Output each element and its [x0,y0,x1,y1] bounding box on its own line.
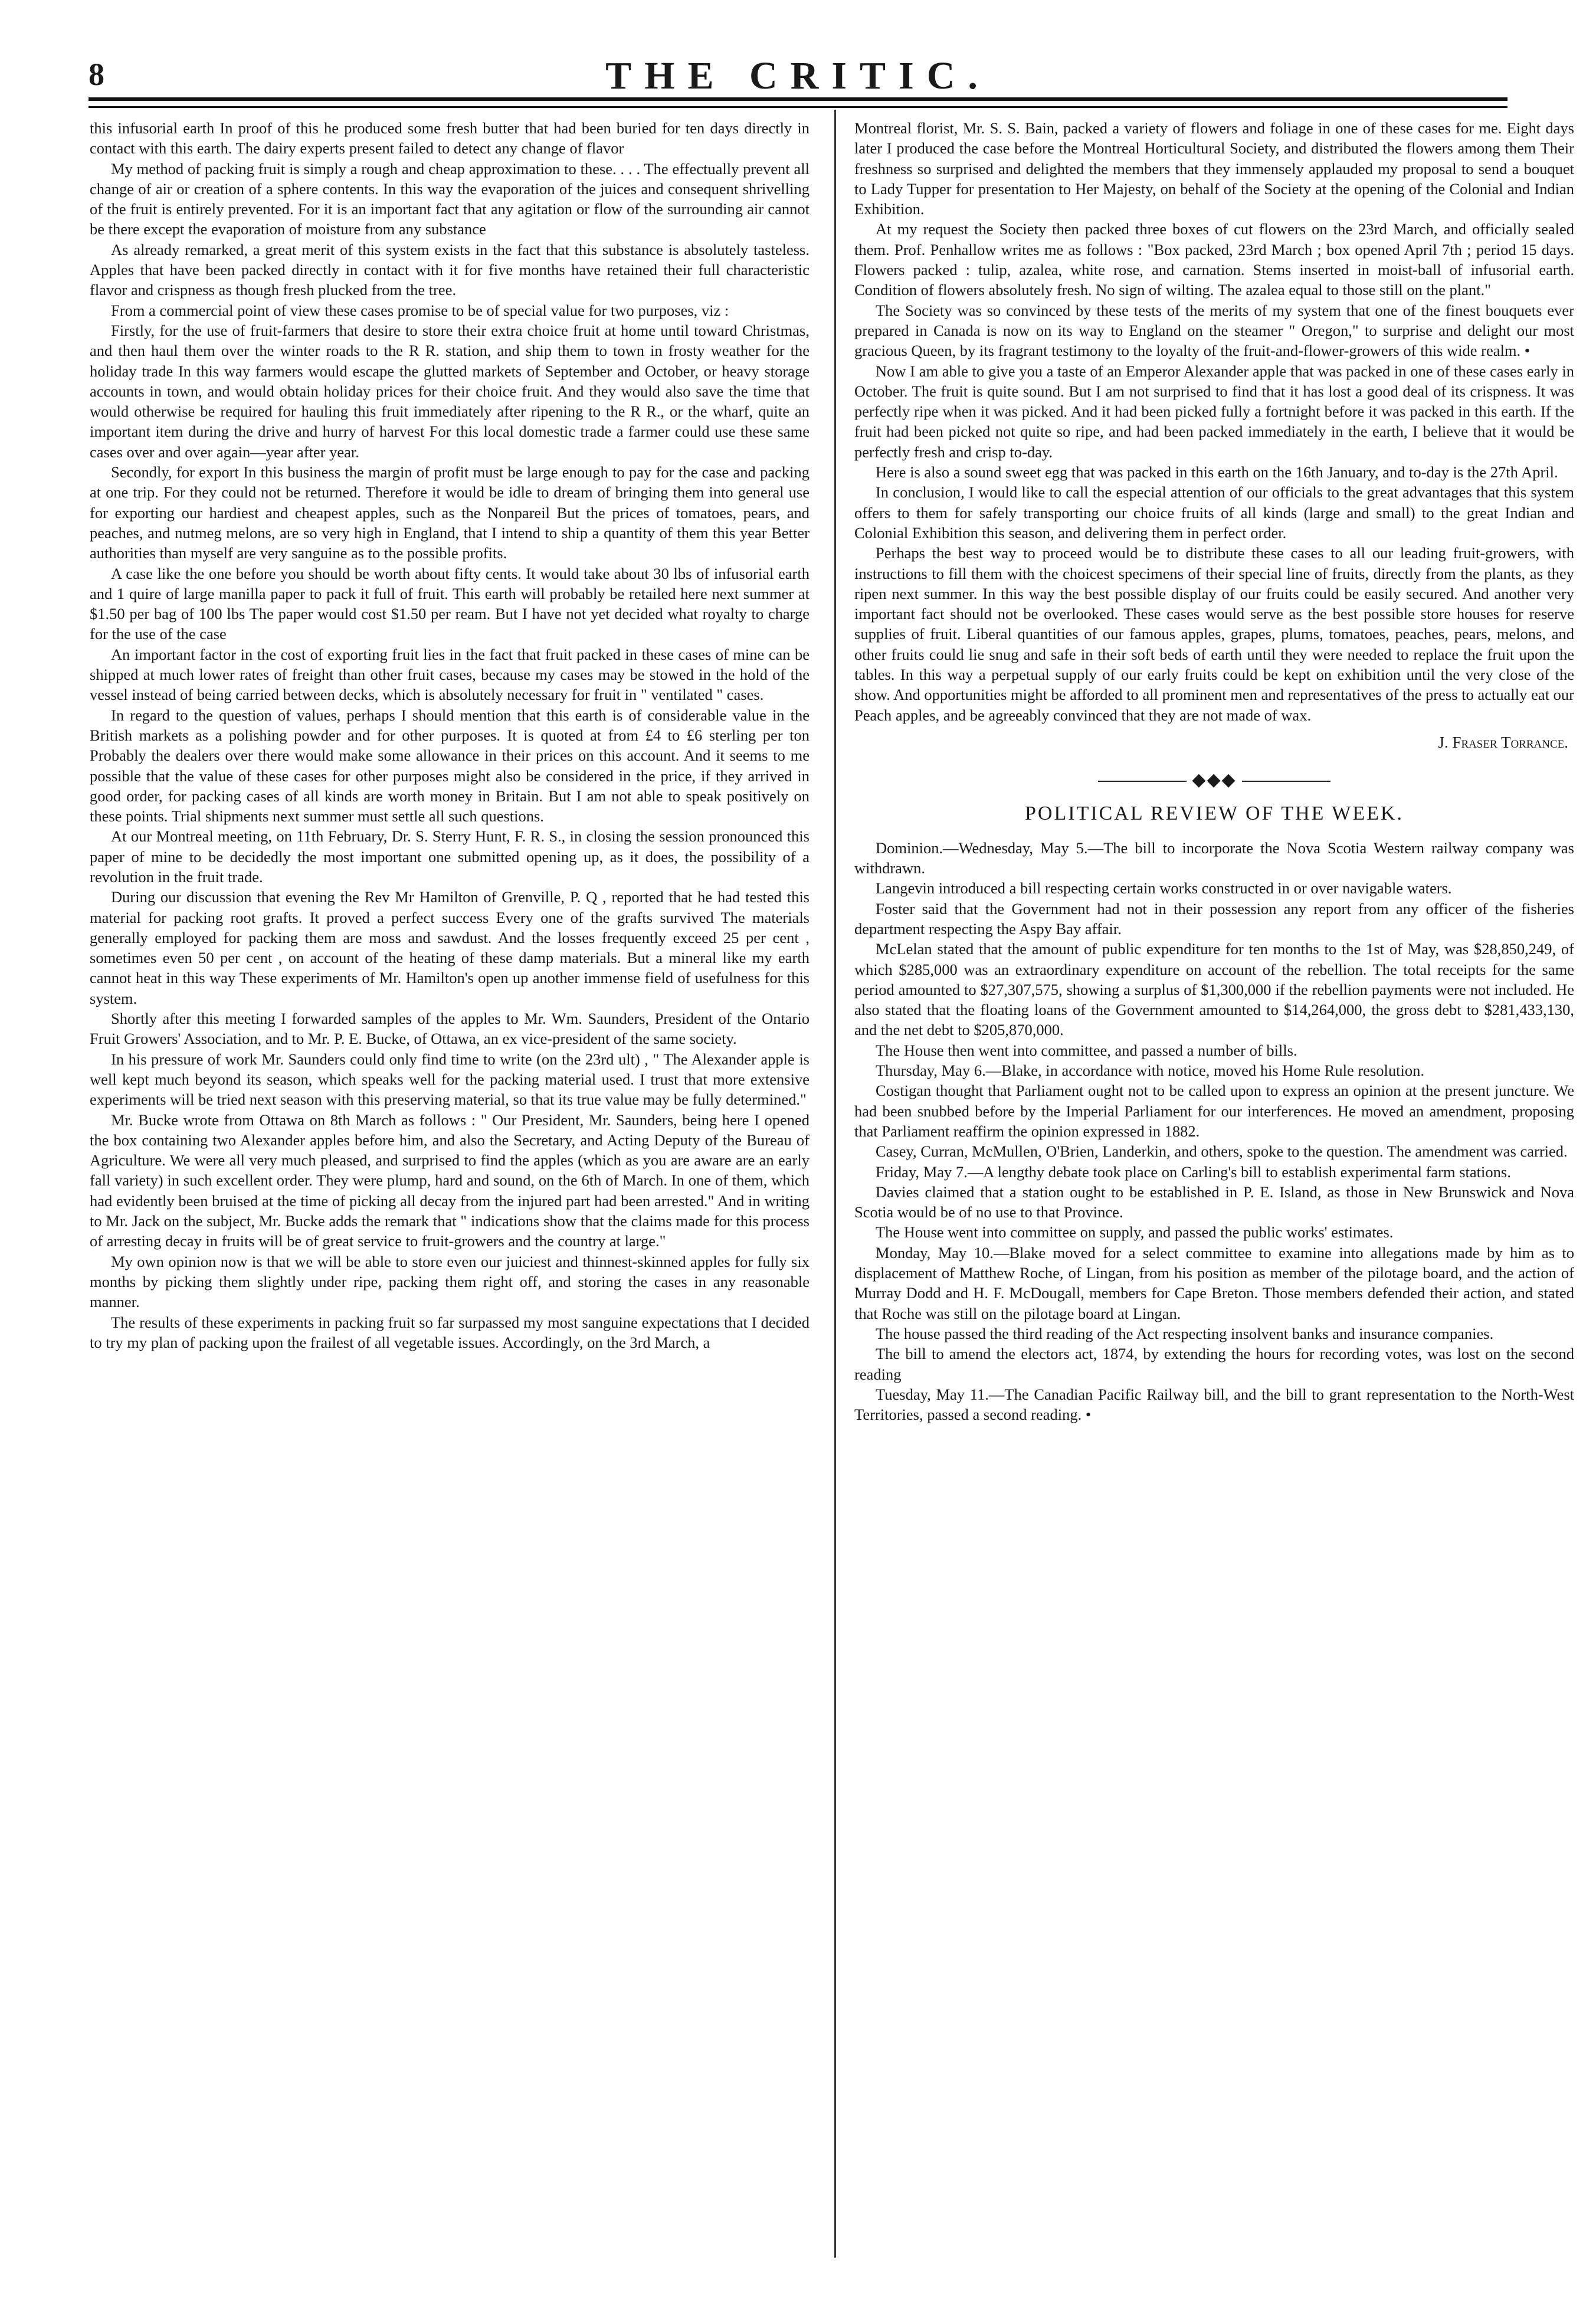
review-paragraph: Casey, Curran, McMullen, O'Brien, Landerkin, and others, spoke to the question. The amendment was carried. [876,1142,1568,1161]
review-paragraph: The House went into committee on supply, and passed the public works' estimates. [876,1223,1394,1242]
article-paragraph: this infusorial earth In proof of this he produced some fresh butter that had been buried for ten days directly in contact with this earth. The dairy experts present failed to detect any change of flavor [90,119,810,158]
review-paragraph: Thursday, May 6.—Blake, in accordance with notice, moved his Home Rule resolution. [876,1062,1424,1080]
journal-title: THE CRITIC. [605,54,991,97]
article-paragraph: Here is also a sound sweet egg that was packed in this earth on the 16th January, and to-day is the 27th April. [876,463,1558,482]
page-number: 8 [89,57,104,92]
article-paragraph: From a commercial point of view these cases promise to be of special value for two purposes, viz : [111,301,729,319]
review-paragraph: Davies claimed that a station ought to be established in P. E. Island, as those in New Brunswick and Nova Scotia would be of no use to that Province. [854,1183,1574,1221]
left-column [90,118,810,1352]
article-paragraph: Perhaps the best way to proceed would be to distribute these cases to all our leading fruit-growers, with instructions to fill them with the choicest specimens of their special line of fruits, directly from the plants, as they ripen next summer. In this way the best possible display of our fruits could be easily secured. And another very important fact should not be overlooked. These cases would serve as the best possible store houses for reserve supplies of fruit. Liberal quantities of our famous apples, grapes, plums, tomatoes, peaches, pears, melons, and other fruits could lie snug and safe in their soft beds of earth until they were needed to replace the fruit upon the tables. In this way a perpetual supply of our early fruits could be kept on exhibition until the very close of the show. And opportunities might be afforded to all prominent men and representatives of the press to actually eat our Peach apples, and be agreeably convinced that they are not made of wax. [854,544,1574,724]
article-paragraph: Mr. Bucke wrote from Ottawa on 8th March as follows : " Our President, Mr. Saunders, being here I opened the box containing two Alexander apples before him, and also the Secretary, and Acting Deputy of the Bureau of Agriculture. We were all very much pleased, and surprised to find the apples (which as you are aware are an early fall variety) in such excellent order. They were plump, hard and sound, on the 6th of March. In one of them, which had evidently been bruised at the time of picking all decay from the injured part had been arrested." And in writing to Mr. Jack on the subject, Mr. Bucke adds the remark that " indications show that the claims made for this process of arresting decay in fruits will be of great service to fruit-growers and the country at large." [90,1111,810,1250]
review-paragraph: The bill to amend the electors act, 1874, by extending the hours for recording votes, was lost on the second reading [854,1345,1574,1383]
article-paragraph: Shortly after this meeting I forwarded samples of the apples to Mr. Wm. Saunders, President of the Ontario Fruit Growers' Association, and to Mr. P. E. Bucke, of Ottawa, an ex vice-president of the same society. [90,1010,810,1048]
article-paragraph: In his pressure of work Mr. Saunders could only find time to write (on the 23rd ult) , " The Alexander apple is well kept much beyond its season, which speaks well for the packing material used. I trust that more extensive experiments will be tried next season with this preserving material, so that its true value may be fully determined." [90,1050,810,1109]
article-paragraph: A case like the one before you should be worth about fifty cents. It would take about 30 lbs of infusorial earth and 1 quire of large manilla paper to pack it full of fruit. This earth will probably be retailed here next summer at $1.50 per bag of 100 lbs The paper would cost $1.50 per ream. But I have not yet decided what royalty to charge for the use of the case [90,564,810,643]
masthead [89,56,1507,97]
column-divider [834,110,836,2258]
article-paragraph: My method of packing fruit is simply a rough and cheap approximation to these. . . . The effectually prevent all change of air or creation of a sphere contents. In this way the evaporation of the juices and consequent shrivelling of the fruit is entirely prevented. For it is an important fact that any agitation or flow of the surrounding air cannot be there except the evaporation of moisture from any substance [90,159,810,238]
article-paragraph: The results of these experiments in packing fruit so far surpassed my most sanguine expectations that I decided to try my plan of packing upon the frailest of all vegetable issues. Accordingly, on the 3rd March, a [90,1313,810,1351]
review-paragraph: The house passed the third reading of the Act respecting insolvent banks and insurance companies. [876,1324,1494,1342]
article-paragraph: In conclusion, I would like to call the especial attention of our officials to the great advantages that this system offers to them for safely transporting our choice fruits of all kinds (large and small) to the great Indian and Colonial Exhibition this season, and delivering them in perfect order. [854,483,1574,542]
review-paragraph: Foster said that the Government had not in their possession any report from any officer of the fisheries department respecting the Aspy Bay affair. [854,899,1574,938]
article-paragraph: Montreal florist, Mr. S. S. Bain, packed a variety of flowers and foliage in one of these cases for me. Eight days later I produced the case before the Montreal Horticultural Society, and distributed the flowers among them Their freshness so surprised and delighted the members that they immensely applauded my proposal to send a bouquet to Lady Tupper for presentation to Her Majesty, on behalf of the Society at the opening of the Colonial and Indian Exhibition. [854,119,1574,218]
article-paragraph: During our discussion that evening the Rev Mr Hamilton of Grenville, P. Q , reported that he had tested this material for packing root grafts. It proved a perfect success Every one of the grafts survived The materials generally employed for packing them are moss and sawdust. And the losses frequently exceed 25 per cent , sometimes even 50 per cent , on account of the heating of these damp materials. But a mineral like my earth cannot heat in this way These experiments of Mr. Hamilton's open up another immense field of usefulness for this system. [90,888,810,1007]
review-paragraph: The House then went into committee, and passed a number of bills. [876,1041,1297,1059]
author-signature: J. Fraser Torrance. [1438,733,1568,751]
article-paragraph: At my request the Society then packed three boxes of cut flowers on the 23rd March, and officially sealed them. Prof. Penhallow writes me as follows : "Box packed, 23rd March ; box opened April 7th ; period 15 days. Flowers packed : tulip, azalea, white rose, and carnation. Stems inserted in moist-ball of infusorial earth. Condition of flowers absolutely fresh. No sign of wilting. The azalea equal to those still on the plant." [854,220,1574,299]
article-paragraph: Firstly, for the use of fruit-farmers that desire to store their extra choice fruit at home until toward Christmas, and then haul them over the winter roads to the R R. station, and ship them to town in frosty weather for the holiday trade In this way farmers would escape the glutted markets of September and October, or heavy storage accounts in town, and would obtain holiday prices for their choice fruit. And they would also save the time that would otherwise be required for hauling this fruit immediately after ripening to the R R., or the wharf, quite an important item during the drive and hurry of harvest For this local domestic trade a farmer could use these same cases over and over again—year after year. [90,321,810,461]
article-paragraph: In regard to the question of values, perhaps I should mention that this earth is of considerable value in the British markets as a polishing powder and for other purposes. It is quoted at from £4 to £6 sterling per ton Probably the dealers over there would make some allowance in their prices on this account. And it seems to me possible that the value of these cases for other purposes might also be considered in the price, if they arrived in good order, for packing cases of all kinds are worth money in Britain. But I am not able to speak positively on these points. Trial shipments next summer must settle all such questions. [90,706,810,826]
article-paragraph: The Society was so convinced by these tests of the merits of my system that one of the finest bouquets ever prepared in Canada is now on its way to England on the steamer " Oregon," to surprise and delight our most gracious Queen, by its fragrant testimony to the loyalty of the fruit-and-flower-growers of this wide realm. • [854,301,1574,360]
header-rule-thick [89,97,1507,101]
review-paragraph: Langevin introduced a bill respecting certain works constructed in or over navigable waters. [876,879,1452,898]
review-paragraph: Friday, May 7.—A lengthy debate took place on Carling's bill to establish experimental farm stations. [876,1162,1511,1181]
article-paragraph: Now I am able to give you a taste of an Emperor Alexander apple that was packed in one of these cases early in October. The fruit is quite sound. But I am not surprised to find that it has lost a good deal of its crispness. It was perfectly ripe when it was picked. And it had been picked fully a fortnight before it was packed in this earth. If the fruit had been picked not quite so ripe, and had been packed immediately in the earth, I believe that it would be perfectly fresh and crisp to-day. [854,362,1574,461]
review-paragraph: Monday, May 10.—Blake moved for a select committee to examine into allegations made by him as to displacement of Matthew Roche, of Lingan, from his position as member of the pilotage board, and the action of Murray Dodd and H. F. McDougall, members for Cape Breton. Those members defended their action, and stated that Roche was still on the pilotage board at Lingan. [854,1243,1574,1322]
right-column [854,118,1574,1424]
article-paragraph: An important factor in the cost of exporting fruit lies in the fact that fruit packed in these cases of mine can be shipped at much lower rates of freight than other fruit cases, because my cases may be stowed in the hold of the vessel instead of being carried between decks, which is absolutely necessary for fruit in " ventilated " cases. [90,645,810,704]
article-paragraph: My own opinion now is that we will be able to store even our juiciest and thinnest-skinned apples for fully six months by picking them slightly under ripe, packing them right off, and storing the cases in any reasonable manner. [90,1252,810,1311]
review-paragraph: Dominion.—Wednesday, May 5.—The bill to incorporate the Nova Scotia Western railway company was withdrawn. [854,838,1574,877]
article-paragraph: As already remarked, a great merit of this system exists in the fact that this substance is absolutely tasteless. Apples that have been packed directly in contact with it for five months have retained their full characteristic flavor and crispness as though fresh plucked from the tree. [90,240,810,299]
section-heading: POLITICAL REVIEW OF THE WEEK. [1025,802,1404,824]
header-rule-thin [89,106,1507,108]
review-paragraph: McLelan stated that the amount of public expenditure for ten months to the 1st of May, was $28,850,249, of which $285,000 was an extraordinary expenditure on account of the rebellion. The total receipts for the same period amounted to $27,307,575, showing a surplus of $1,300,000 if the rebellion payments were not included. He also stated that the floating loans of the Government amounted to $14,264,000, the gross debt to $281,433,130, and the net debt to $205,870,000. [854,940,1574,1039]
review-paragraph: Costigan thought that Parliament ought not to be called upon to express an opinion at the present juncture. We had been snubbed before by the Imperial Parliament for our interferences. He moved an amendment, proposing that Parliament reaffirm the opinion expressed in 1882. [854,1082,1574,1140]
article-paragraph: At our Montreal meeting, on 11th February, Dr. S. Sterry Hunt, F. R. S., in closing the session pronounced this paper of mine to be decidedly the most important one submitted opening up, as it does, the possibility of a revolution in the fruit trade. [90,827,810,886]
section-divider-ornament: ◆◆◆ [854,770,1574,790]
review-paragraph: Tuesday, May 11.—The Canadian Pacific Railway bill, and the bill to grant representation to the North-West Territories, passed a second reading. • [854,1385,1574,1424]
article-paragraph: Secondly, for export In this business the margin of profit must be large enough to pay for the case and packing at one trip. For they could not be returned. Therefore it would be idle to dream of bringing them into general use for exporting our hardiest and cheapest apples, such as the Nonpareil But the prices of tomatoes, pears, and peaches, and nutmeg melons, are so very high in England, that I intend to ship a quantity of them this year Better authorities than myself are very sanguine as to the possible profits. [90,463,810,562]
